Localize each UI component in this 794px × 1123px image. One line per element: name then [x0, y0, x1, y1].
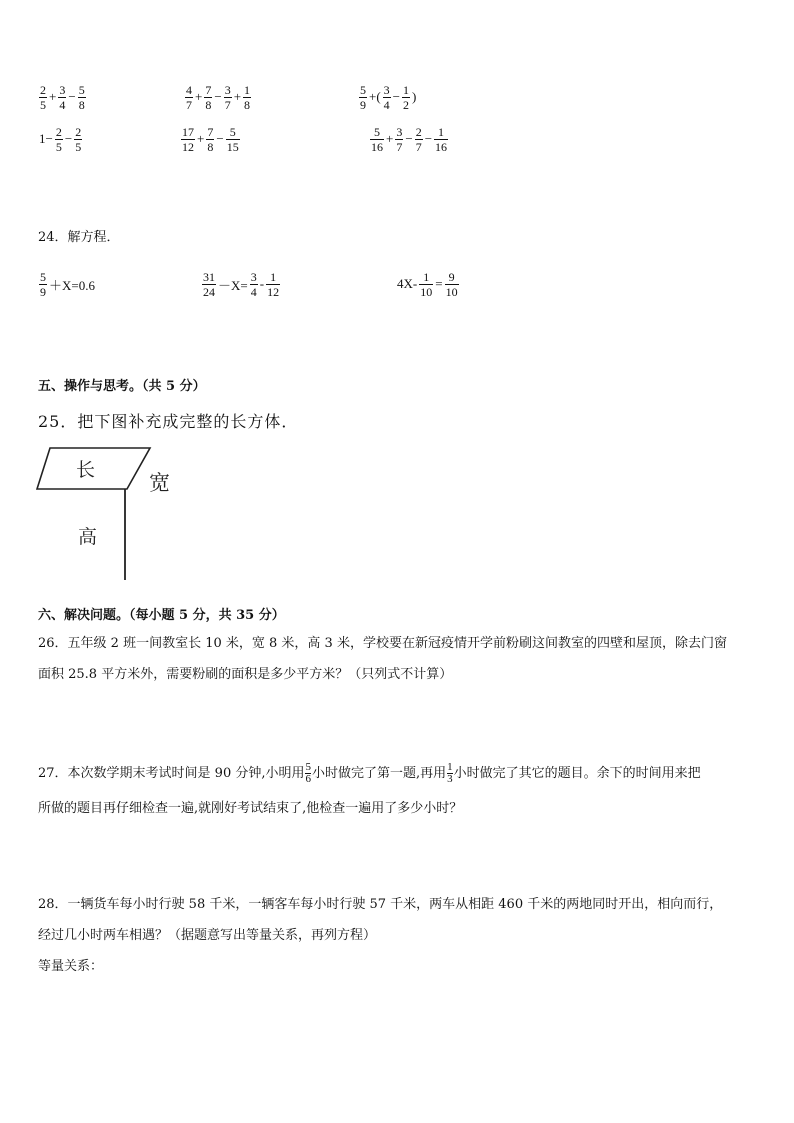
fraction: $\frac{2}{5}$: [40, 82, 46, 112]
calc-row1-expr1: $\frac{2}{5}$ + $\frac{3}{4}$ − $\frac{5}{8}$: [40, 82, 85, 112]
fraction: $\frac{31}{24}$: [203, 269, 215, 299]
cuboid-figure: [36, 446, 236, 586]
fraction: $\frac{5}{6}$: [305, 761, 311, 785]
fraction: $\frac{7}{8}$: [205, 82, 212, 112]
q27-line-1: 27．本次数学期末考试时间是 90 分钟,小明用 $\frac{5}{6}$ 小时做完了第一题,再用 $\frac{1}{3}$ 小时做完了其它的题目。余下的时间用来把: [38, 761, 701, 785]
q28-line-2: 经过几小时两车相遇？（据题意写出等量关系，再列方程）: [38, 928, 377, 943]
width-label: 宽: [149, 471, 170, 495]
q24-title: 24．解方程．: [38, 230, 120, 245]
fraction: $\frac{2}{5}$: [75, 124, 82, 154]
fraction: $\frac{5}{9}$: [40, 269, 46, 299]
fraction: $\frac{3}{4}$: [250, 269, 257, 299]
fraction: $\frac{3}{4}$: [59, 82, 66, 112]
fraction: $\frac{5}{8}$: [78, 82, 85, 112]
fraction: $\frac{17}{12}$: [182, 124, 194, 154]
fraction: $\frac{5}{15}$: [226, 124, 239, 154]
fraction: $\frac{3}{7}$: [396, 124, 403, 154]
calc-row2-expr2: $\frac{17}{12}$ + $\frac{7}{8}$ − $\frac{5}{15}$: [182, 124, 239, 154]
q28-line-3: 等量关系：: [38, 959, 104, 974]
fraction: $\frac{1}{12}$: [267, 269, 280, 299]
fraction: $\frac{1}{3}$: [447, 761, 453, 785]
fraction: $\frac{4}{7}$: [186, 82, 192, 112]
fraction: $\frac{1}{10}$: [420, 269, 433, 299]
q24-equation-1: $\frac{5}{9}$ ＋X=0.6: [40, 269, 95, 299]
fraction: $\frac{1}{16}$: [435, 124, 448, 154]
fraction: $\frac{2}{7}$: [415, 124, 422, 154]
calc-row1-expr3: $\frac{5}{9}$ +( $\frac{3}{4}$ − $\frac{1}{2}$ ): [360, 82, 417, 112]
cuboid-drawing: [36, 446, 236, 586]
section-6-heading: 六、解决问题。（每小题 5 分，共 35 分）: [38, 608, 285, 623]
calc-row2-expr1: 1− $\frac{2}{5}$ − $\frac{2}{5}$: [39, 124, 82, 154]
fraction: $\frac{3}{7}$: [224, 82, 231, 112]
q26-line-2: 面积 25.8 平方米外，需要粉刷的面积是多少平方米？（只列式不计算）: [38, 667, 453, 682]
q24-equation-2: $\frac{31}{24}$ －X= $\frac{3}{4}$ - $\frac{1}{12}$: [203, 269, 280, 299]
q27-line-2: 所做的题目再仔细检查一遍,就刚好考试结束了,他检查一遍用了多少小时？: [38, 801, 463, 816]
q25-text: 25．把下图补充成完整的长方体．: [38, 412, 299, 431]
fraction: $\frac{5}{16}$: [371, 124, 383, 154]
fraction: $\frac{9}{10}$: [445, 269, 458, 299]
calc-row2-expr3: $\frac{5}{16}$ + $\frac{3}{7}$ − $\frac{2}{7}$ − $\frac{1}{16}$: [371, 124, 448, 154]
fraction: $\frac{1}{8}$: [244, 82, 251, 112]
height-label: 高: [78, 526, 98, 548]
calc-row1-expr2: $\frac{4}{7}$ + $\frac{7}{8}$ − $\frac{3}{7}$ + $\frac{1}{8}$: [186, 82, 251, 112]
fraction: $\frac{5}{9}$: [360, 82, 366, 112]
q26-line-1: 26．五年级 2 班一间教室长 10 米，宽 8 米，高 3 米，学校要在新冠疫情开学前粉刷这间教室的四壁和屋顶，除去门窗: [38, 636, 727, 651]
fraction: $\frac{1}{2}$: [403, 82, 410, 112]
section-5-heading: 五、操作与思考。（共 5 分）: [38, 379, 206, 394]
fraction: $\frac{7}{8}$: [207, 124, 214, 154]
length-label: 长: [76, 459, 96, 481]
q24-equation-3: 4X- $\frac{1}{10}$ = $\frac{9}{10}$: [397, 269, 458, 299]
fraction: $\frac{3}{4}$: [383, 82, 390, 112]
q28-line-1: 28．一辆货车每小时行驶 58 千米，一辆客车每小时行驶 57 千米，两车从相距 460 千米的两地同时开出，相向而行，: [38, 897, 723, 912]
fraction: $\frac{2}{5}$: [55, 124, 62, 154]
